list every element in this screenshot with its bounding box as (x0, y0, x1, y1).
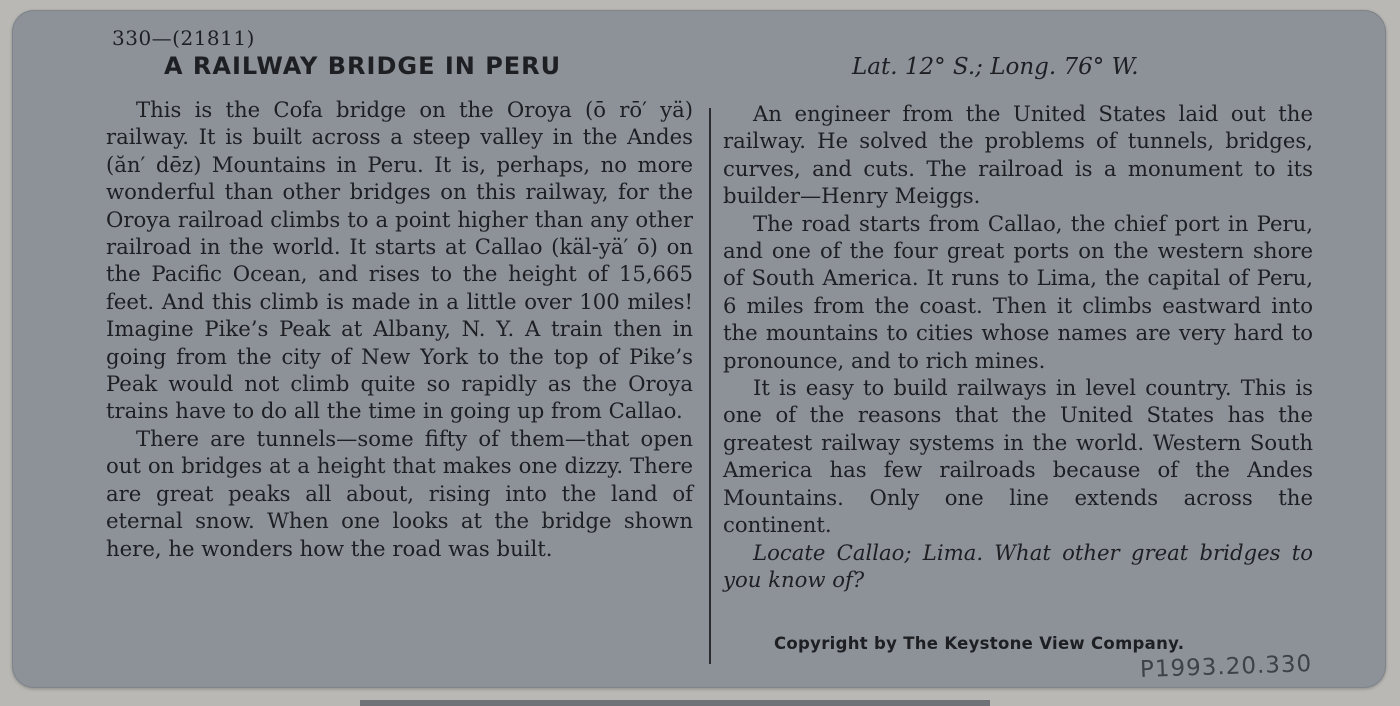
copyright-line: Copyright by The Keystone View Company. (774, 634, 1185, 653)
paragraph: It is easy to build railways in level country. This is one of the reasons that the United States has the greatest railway systems in the world. Western South America has few railroads because of the Andes Mountains. Only one line extends across the continent. (723, 375, 1313, 538)
stereoview-card-back (12, 10, 1386, 688)
card-title: A RAILWAY BRIDGE IN PERU (164, 52, 562, 80)
study-question: Locate Callao; Lima. What other great bridges to you know of? (723, 539, 1313, 592)
paragraph: An engineer from the United States laid out the railway. He solved the problems of tunnels, bridges, curves, and cuts. The railroad is a monument to its builder—Henry Meiggs. (723, 101, 1313, 209)
catalog-number: 330—(21811) (112, 26, 255, 50)
right-column (723, 100, 1313, 593)
card-shadow (360, 700, 990, 706)
accession-number: P1993.20.330 (1139, 651, 1313, 683)
left-column (106, 96, 693, 562)
column-divider (709, 108, 711, 664)
paragraph: This is the Cofa bridge on the Oroya (ō rō′ yä) railway. It is built across a steep valley in the Andes (ăn′ dēz) Mountains in Peru. It is, perhaps, no more wonderful than other bridges on this railway, for the Oroya railroad climbs to a point higher than any other railroad in the world. It starts at Callao (käl-yä′ ō) on the Pacific Ocean, and rises to the height of 15,665 feet. And this climb is made in a little over 100 miles! Imagine Pike’s Peak at Albany, N. Y. A train then in going from the city of New York to the top of Pike’s Peak would not climb quite so rapidly as the Oroya trains have to do all the time in going up from Callao. (106, 97, 693, 424)
paragraph: The road starts from Callao, the chief port in Peru, and one of the four great ports on the western shore of South America. It runs to Lima, the capital of Peru, 6 miles from the coast. Then it climbs eastward into the mountains to cities whose names are very hard to pronounce, and to rich mines. (723, 210, 1313, 373)
lat-long: Lat. 12° S.; Long. 76° W. (852, 54, 1139, 80)
paragraph: There are tunnels—some fifty of them—that open out on bridges at a height that makes one dizzy. There are great peaks all about, rising into the land of eternal snow. When one looks at the bridge shown here, he wonders how the road was built. (106, 425, 693, 561)
